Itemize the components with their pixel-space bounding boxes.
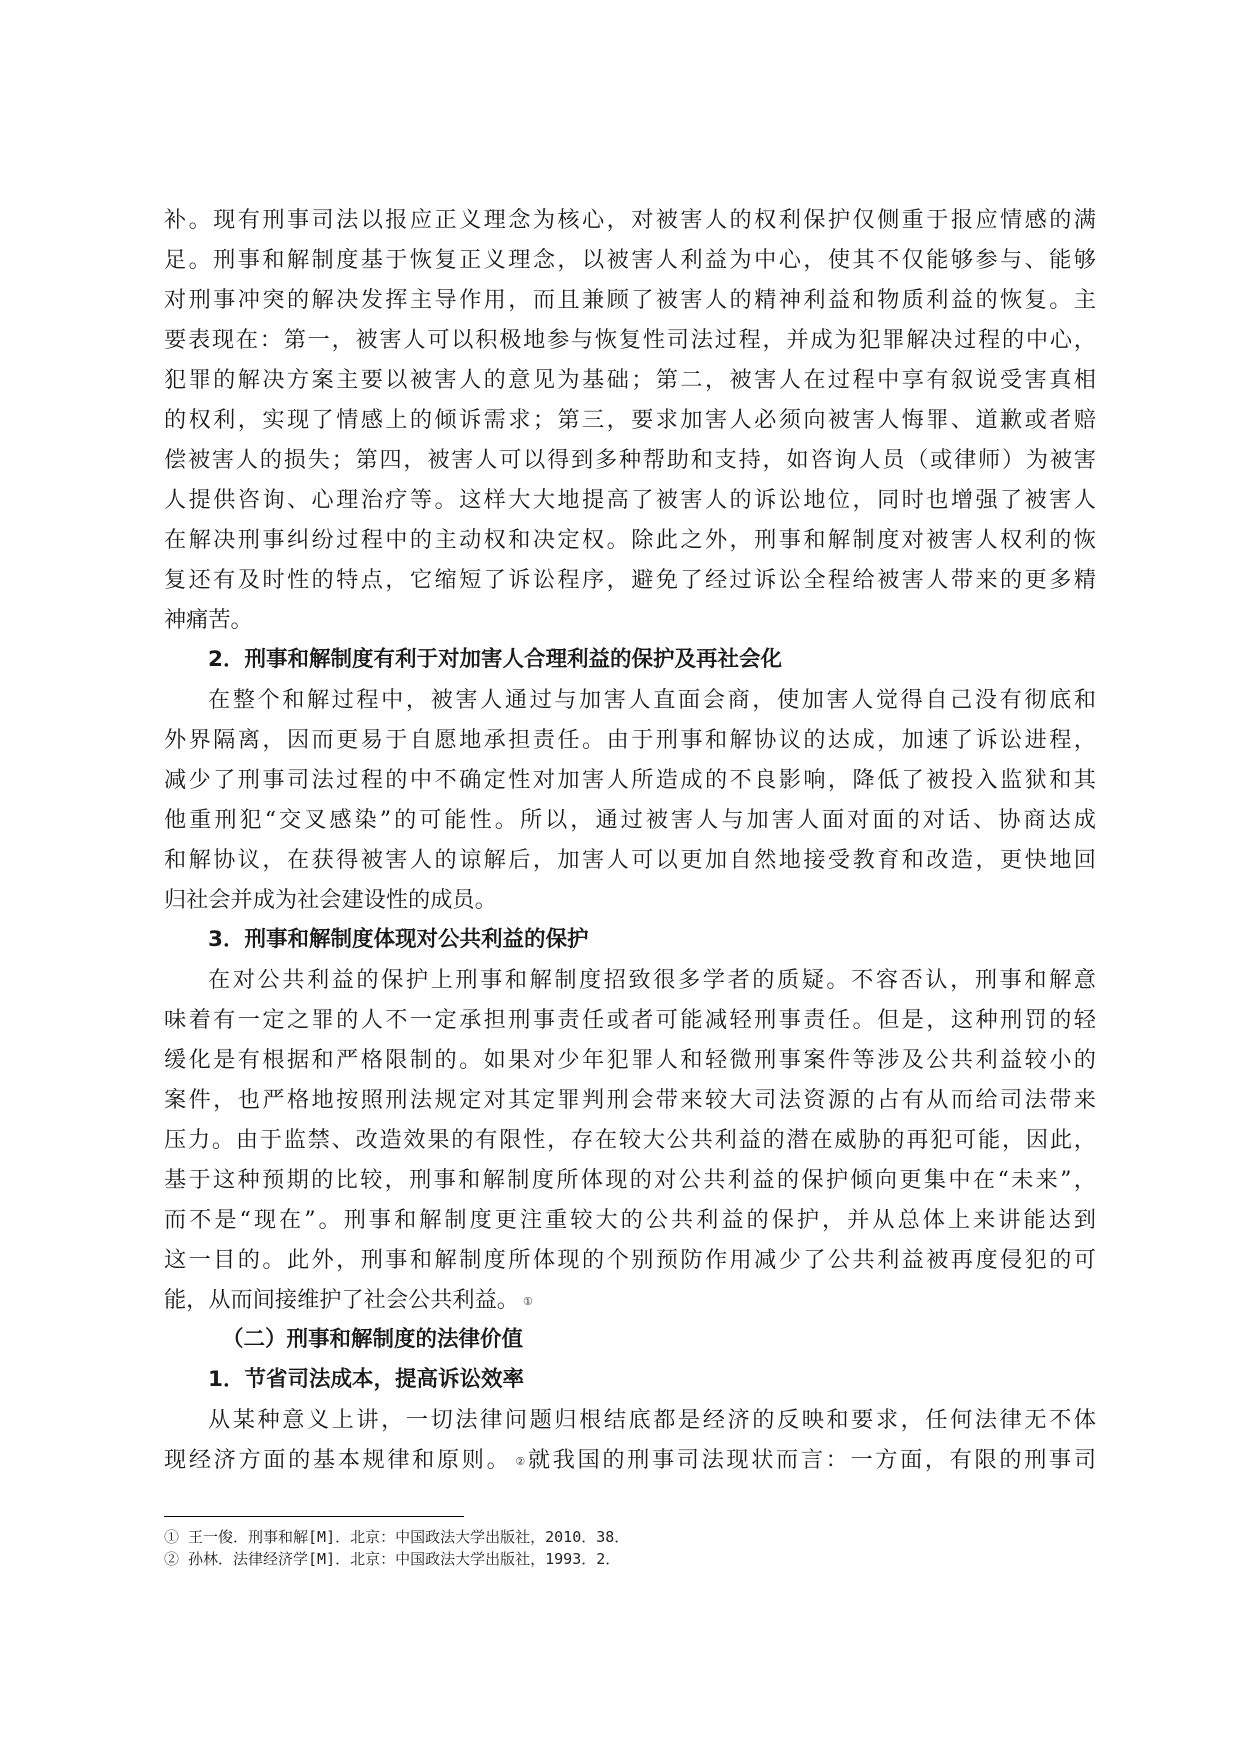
paragraph-public-interest	[164, 960, 1096, 1320]
text-line: 在解决刑事纠纷过程中的主动权和决定权。除此之外，刑事和解制度对被害人权利的恢	[164, 527, 1096, 553]
text-line-content: 就我国的刑事司法现状而言：一方面，有限的刑事司	[527, 1447, 1097, 1473]
text-line: 偿被害人的损失；第四，被害人可以得到多种帮助和支持，如咨询人员（或律师）为被害	[164, 447, 1096, 473]
footnote-ref-1[interactable]: ①	[523, 1295, 533, 1308]
footnote-2: ② 孙林．法律经济学[M]．北京：中国政法大学出版社，1993．2．	[164, 1550, 621, 1568]
text-line: 人提供咨询、心理治疗等。这样大大地提高了被害人的诉讼地位，同时也增强了被害人	[164, 487, 1096, 513]
text-line: 压力。由于监禁、改造效果的有限性，存在较大公共利益的潜在威胁的再犯可能，因此，	[164, 1127, 1096, 1153]
text-line: 足。刑事和解制度基于恢复正义理念，以被害人利益为中心，使其不仅能够参与、能够	[164, 247, 1096, 273]
text-line: 外界隔离，因而更易于自愿地承担责任。由于刑事和解协议的达成，加速了诉讼进程，	[164, 727, 1096, 753]
text-line-content: 能，从而间接维护了社会公共利益。	[164, 1287, 519, 1313]
text-line: 这一目的。此外，刑事和解制度所体现的个别预防作用减少了公共利益被再度侵犯的可	[164, 1247, 1096, 1273]
paragraph-judicial-cost	[164, 1400, 1096, 1480]
text-line: 他重刑犯“交叉感染”的可能性。所以，通过被害人与加害人面对面的对话、协商达成	[164, 807, 1096, 833]
text-line: 减少了刑事司法过程的中不确定性对加害人所造成的不良影响，降低了被投入监狱和其	[164, 767, 1096, 793]
text-line: 在整个和解过程中，被害人通过与加害人直面会商，使加害人觉得自己没有彻底和	[208, 687, 1096, 713]
text-line: 的权利，实现了情感上的倾诉需求；第三，要求加害人必须向被害人悔罪、道歉或者赔	[164, 407, 1096, 433]
text-line: 而不是“现在”。刑事和解制度更注重较大的公共利益的保护，并从总体上来讲能达到	[164, 1207, 1096, 1233]
text-line: 和解协议，在获得被害人的谅解后，加害人可以更加自然地接受教育和改造，更快地回	[164, 847, 1096, 873]
text-line: 缓化是有根据和严格限制的。如果对少年犯罪人和轻微刑事案件等涉及公共利益较小的	[164, 1047, 1096, 1073]
paragraph-offender-interest	[164, 680, 1096, 920]
text-line: 复还有及时性的特点，它缩短了诉讼程序，避免了经过诉讼全程给被害人带来的更多精	[164, 567, 1096, 593]
text-line: 在对公共利益的保护上刑事和解制度招致很多学者的质疑。不容否认，刑事和解意	[208, 967, 1096, 993]
text-line	[164, 1280, 1096, 1320]
text-line: 神痛苦。	[164, 607, 253, 633]
section-heading-offender-interest: 2．刑事和解制度有利于对加害人合理利益的保护及再社会化	[208, 647, 782, 672]
subsection-heading-judicial-cost: 1．节省司法成本，提高诉讼效率	[208, 1367, 524, 1392]
text-line: 对刑事冲突的解决发挥主导作用，而且兼顾了被害人的精神利益和物质利益的恢复。主	[164, 287, 1096, 313]
section-heading-legal-value: （二）刑事和解制度的法律价值	[222, 1327, 524, 1352]
text-line: 案件，也严格地按照刑法规定对其定罪判刑会带来较大司法资源的占有从而给司法带来	[164, 1087, 1096, 1113]
text-line: 从某种意义上讲，一切法律问题归根结底都是经济的反映和要求，任何法律无不体	[208, 1407, 1096, 1433]
text-line: 味着有一定之罪的人不一定承担刑事责任或者可能减轻刑事责任。但是，这种刑罚的轻	[164, 1007, 1096, 1033]
section-heading-public-interest: 3．刑事和解制度体现对公共利益的保护	[208, 927, 589, 952]
text-line: 犯罪的解决方案主要以被害人的意见为基础；第二，被害人在过程中享有叙说受害真相	[164, 367, 1096, 393]
footnotes	[164, 1526, 1064, 1570]
text-line: 基于这种预期的比较，刑事和解制度所体现的对公共利益的保护倾向更集中在“未来”，	[164, 1167, 1096, 1193]
footnote-ref-2[interactable]: ②	[515, 1455, 528, 1468]
footnote-divider	[164, 1516, 464, 1517]
text-line: 补。现有刑事司法以报应正义理念为核心，对被害人的权利保护仅侧重于报应情感的满	[164, 207, 1096, 233]
footnote-1: ① 王一俊．刑事和解[M]．北京：中国政法大学出版社，2010．38．	[164, 1528, 630, 1546]
text-line: 要表现在：第一，被害人可以积极地参与恢复性司法过程，并成为犯罪解决过程的中心，	[164, 327, 1096, 353]
document-body	[164, 200, 1096, 1480]
text-line-content: 现经济方面的基本规律和原则。	[164, 1447, 512, 1473]
paragraph-victim-rights	[164, 200, 1096, 640]
text-line: 归社会并成为社会建设性的成员。	[164, 887, 497, 913]
text-line	[164, 1440, 1096, 1480]
